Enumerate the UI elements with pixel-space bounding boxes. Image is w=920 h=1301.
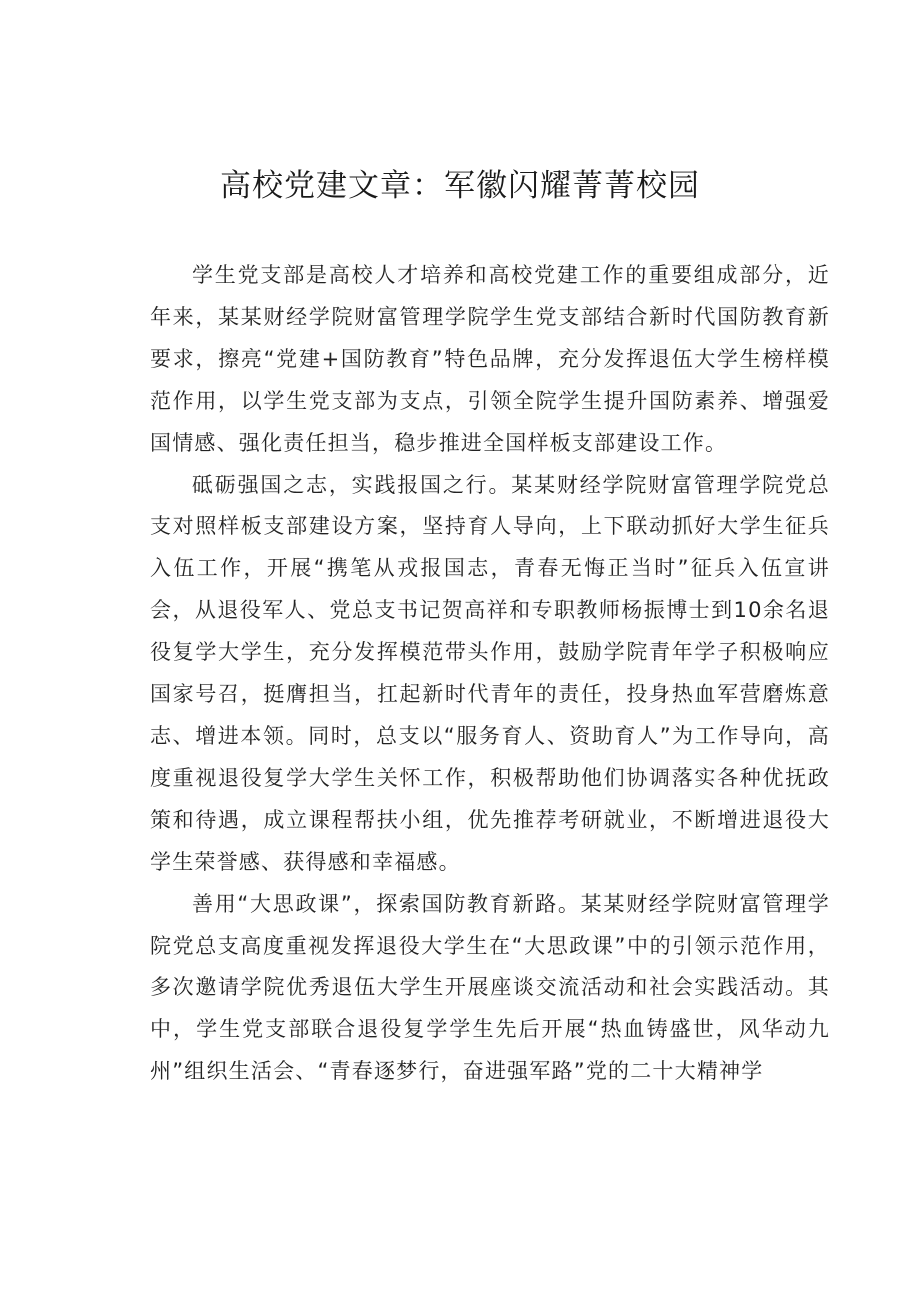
paragraph-1: 学生党支部是高校人才培养和高校党建工作的重要组成部分，近年来，某某财经学院财富管理学院学生党支部结合新时代国防教育新要求，擦亮“党建+国防教育”特色品牌，充分发挥退伍大学生榜样模范作用，以学生党支部为支点，引领全院学生提升国防素养、增强爱国情感、强化责任担当，稳步推进全国样板支部建设工作。	[150, 263, 830, 455]
document-title: 高校党建文章：军徽闪耀菁菁校园	[220, 168, 700, 204]
document-body	[150, 255, 830, 1093]
paragraph-2: 砥砺强国之志，实践报国之行。某某财经学院财富管理学院党总支对照样板支部建设方案，坚持育人导向，上下联动抓好大学生征兵入伍工作，开展“携笔从戎报国志，青春无悔正当时”征兵入伍宣讲会，从退役军人、党总支书记贺高祥和专职教师杨振博士到10余名退役复学大学生，充分发挥模范带头作用，鼓励学院青年学子积极响应国家号召，挺膺担当，扛起新时代青年的责任，投身热血军营磨炼意志、增进本领。同时，总支以“服务育人、资助育人”为工作导向，高度重视退役复学大学生关怀工作，积极帮助他们协调落实各种优抚政策和待遇，成立课程帮扶小组，优先推荐考研就业，不断增进退役大学生荣誉感、获得感和幸福感。	[150, 472, 830, 874]
paragraph-3: 善用“大思政课”，探索国防教育新路。某某财经学院财富管理学院党总支高度重视发挥退役大学生在“大思政课”中的引领示范作用，多次邀请学院优秀退伍大学生开展座谈交流活动和社会实践活动。其中，学生党支部联合退役复学学生先后开展“热血铸盛世，风华动九州”组织生活会、“青春逐梦行，奋进强军路”党的二十大精神学	[150, 891, 830, 1084]
